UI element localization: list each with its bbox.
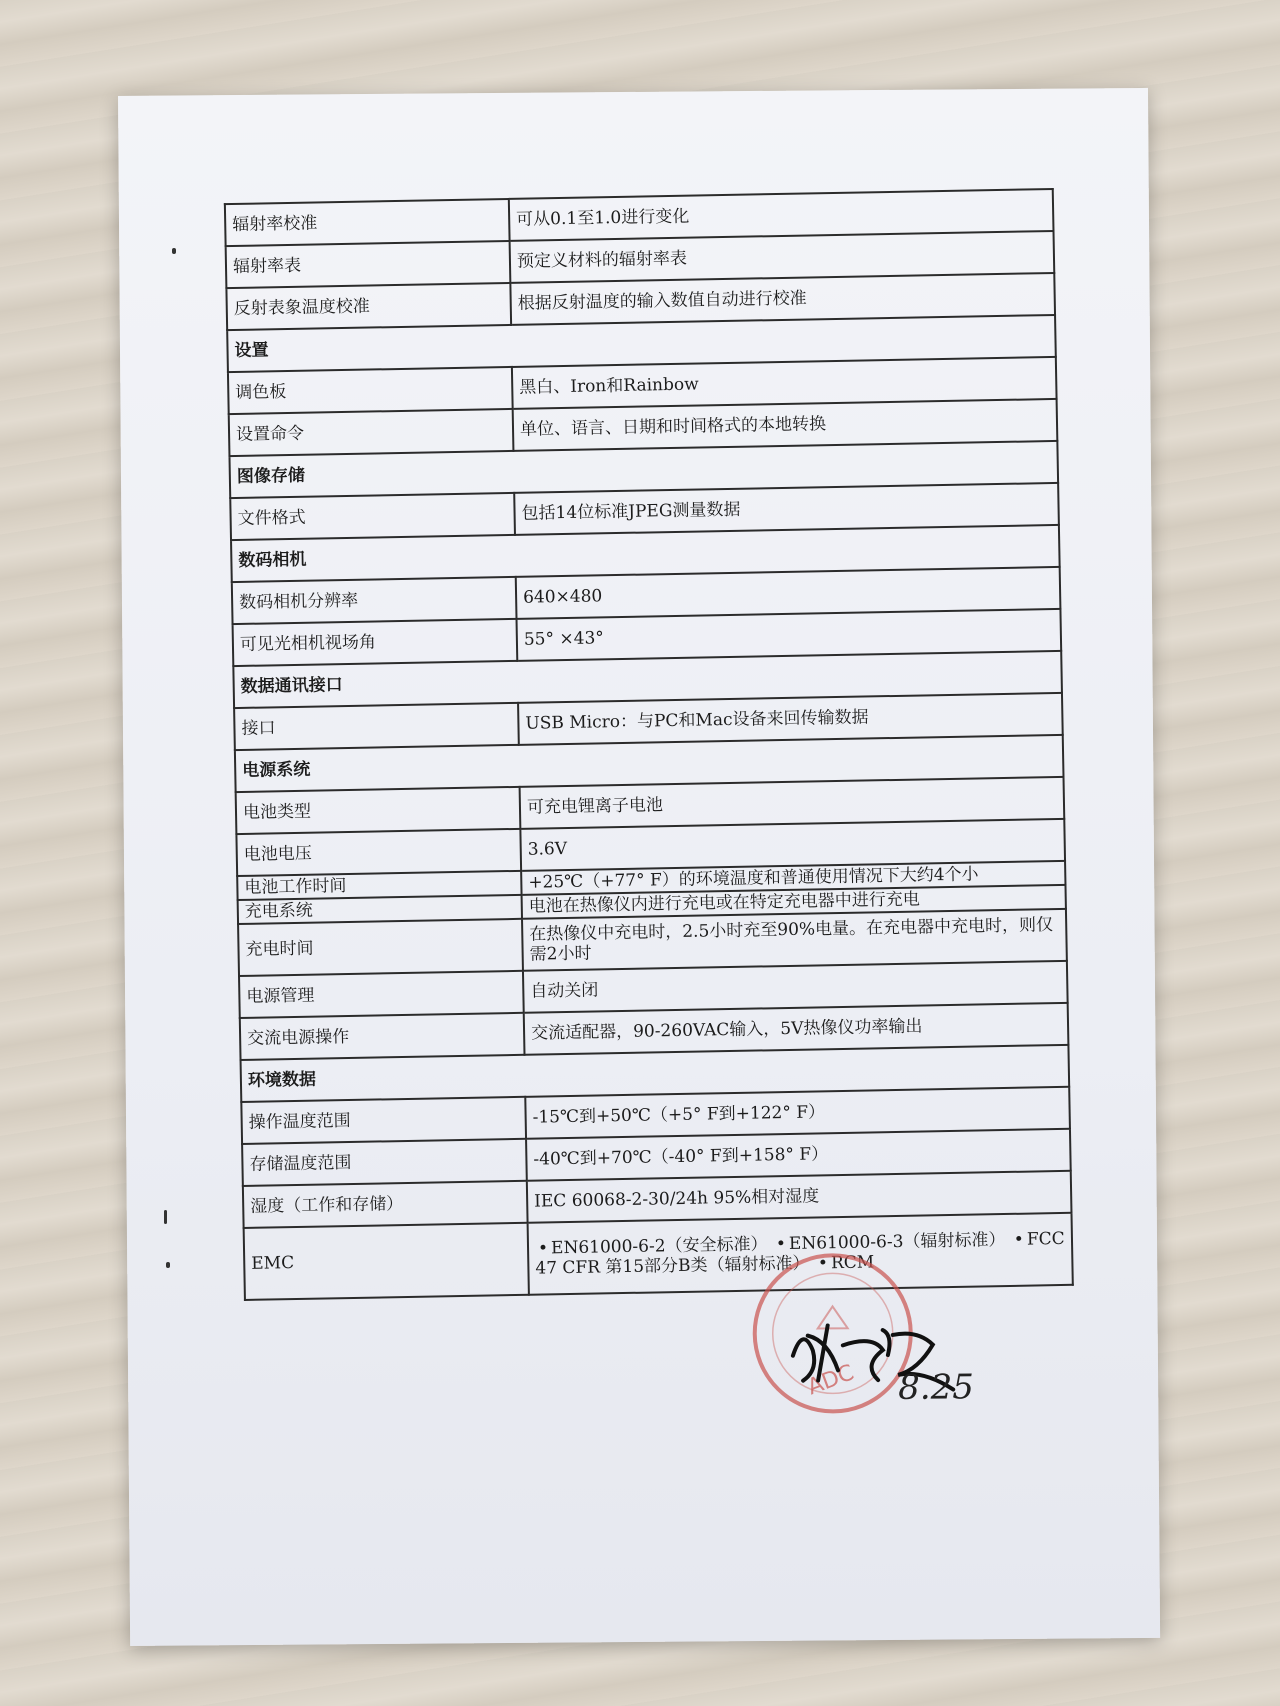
spec-label: 接口 (234, 703, 519, 750)
spec-value: 电池在热像仪内进行充电或在特定充电器中进行充电 (522, 885, 1066, 919)
section-heading: 环境数据 (241, 1045, 1070, 1102)
spec-value: 包括14位标准JPEG测量数据 (514, 483, 1059, 535)
spec-value: 预定义材料的辐射率表 (510, 231, 1055, 283)
spec-value: 黑白、Iron和Rainbow (512, 357, 1057, 409)
spec-label: 充电系统 (238, 895, 522, 924)
spec-label: 充电时间 (238, 919, 523, 976)
spec-label: 可见光相机视场角 (233, 619, 518, 666)
section-heading: 图像存储 (229, 441, 1058, 498)
punch-mark (172, 248, 176, 254)
section-heading: 数码相机 (231, 525, 1060, 582)
stamp-text: ADC (804, 1360, 858, 1401)
punch-mark (166, 1262, 170, 1268)
bullet-icon: • (775, 1234, 787, 1255)
spec-value: 640×480 (516, 567, 1061, 619)
spec-value: 单位、语言、日期和时间格式的本地转换 (513, 399, 1058, 451)
bullet-icon: • (817, 1253, 829, 1274)
spec-label: 交流电源操作 (240, 1013, 525, 1060)
spec-value: 3.6V (520, 819, 1065, 871)
spec-value: +25℃（+77° F）的环境温度和普通使用情况下大约4个小 (521, 861, 1065, 895)
spec-label: 电源管理 (239, 971, 524, 1018)
spec-value: -15℃到+50℃（+5° F到+122° F） (525, 1087, 1070, 1139)
spec-value: 可充电锂离子电池 (520, 777, 1065, 829)
spec-label: 电池电压 (236, 829, 521, 876)
spec-label: 电池工作时间 (237, 871, 521, 900)
emc-standard-item: EN61000-6-3（辐射标准） (788, 1230, 1006, 1254)
spec-label: 存储温度范围 (242, 1139, 527, 1186)
spec-label: 湿度（工作和存储） (243, 1181, 528, 1228)
spec-label: 设置命令 (229, 409, 514, 456)
spec-row-emc (244, 1213, 1073, 1300)
emc-standard-item: RCM (830, 1252, 875, 1274)
spec-value: 55° ×43° (517, 609, 1062, 661)
handwritten-date: 8.25 (898, 1367, 975, 1408)
spec-label: 操作温度范围 (241, 1097, 526, 1144)
spec-label: 电池类型 (236, 787, 521, 834)
spec-label: EMC (244, 1223, 529, 1300)
spec-value: -40℃到+70℃（-40° F到+158° F） (526, 1129, 1071, 1181)
spec-value: IEC 60068-2-30/24h 95%相对湿度 (527, 1171, 1072, 1223)
spec-value: 在热像仪中充电时，2.5小时充至90%电量。在充电器中充电时，则仅需2小时 (522, 909, 1067, 971)
spec-value: 交流适配器，90-260VAC输入，5V热像仪功率输出 (524, 1003, 1069, 1055)
bullet-icon: • (1013, 1229, 1025, 1250)
emc-standard-item: EN61000-6-2（安全标准） (550, 1234, 768, 1259)
spec-label: 调色板 (228, 367, 513, 414)
spec-label: 辐射率表 (226, 241, 511, 288)
section-heading: 数据通讯接口 (233, 651, 1062, 708)
spec-value: 根据反射温度的输入数值自动进行校准 (510, 273, 1055, 325)
spec-table (224, 188, 1074, 1301)
spec-value: USB Micro：与PC和Mac设备来回传输数据 (518, 693, 1063, 745)
emc-standard-item: FCC 47 CFR 第15部分B类（辐射标准） (535, 1228, 1065, 1279)
bullet-icon: • (537, 1238, 549, 1259)
section-heading: 设置 (227, 315, 1056, 372)
spec-label: 文件格式 (230, 493, 515, 540)
document-page (118, 88, 1160, 1646)
spec-value: 自动关闭 (523, 961, 1068, 1013)
spec-label: 数码相机分辨率 (232, 577, 517, 624)
punch-mark (164, 1210, 167, 1224)
spec-label: 辐射率校准 (225, 199, 510, 246)
spec-label: 反射表象温度校准 (226, 283, 511, 330)
section-heading: 电源系统 (235, 735, 1064, 792)
spec-value: 可从0.1至1.0进行变化 (509, 189, 1054, 241)
